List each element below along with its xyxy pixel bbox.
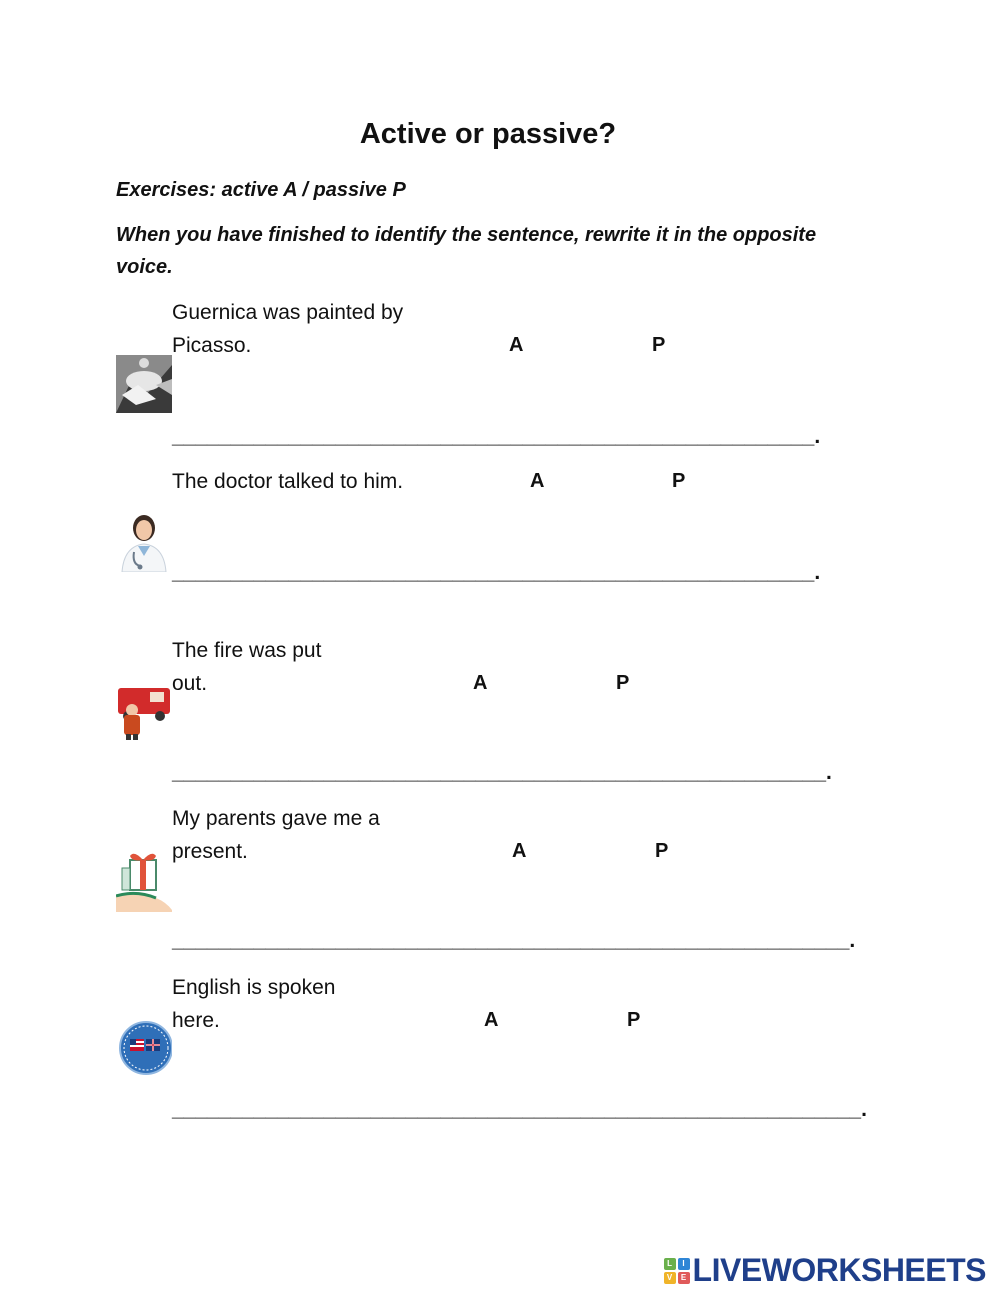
- page-title: Active or passive?: [359, 118, 617, 150]
- exercise-1-option-p[interactable]: P: [652, 334, 666, 356]
- guernica-painting-icon: [116, 355, 172, 413]
- instructions-heading: Exercises: active A / passive P: [116, 179, 406, 201]
- fire-truck-icon: [116, 682, 172, 740]
- exercise-1-sentence-cont: Picasso.: [172, 334, 252, 357]
- exercise-5-option-a[interactable]: A: [484, 1009, 499, 1031]
- logo-mark-icon: L I V E: [664, 1258, 690, 1284]
- exercise-5-sentence-cont: here.: [172, 1009, 220, 1032]
- exercise-4-option-a[interactable]: A: [512, 840, 527, 862]
- exercise-4-sentence-cont: present.: [172, 840, 248, 863]
- english-flag-badge-icon: [116, 1020, 172, 1078]
- exercise-3-option-a[interactable]: A: [473, 672, 488, 694]
- exercise-3-sentence: The fire was put: [172, 639, 322, 662]
- exercise-1-answer-line[interactable]: _______________________________________________________.: [172, 425, 821, 448]
- liveworksheets-logo: [664, 1252, 986, 1289]
- exercise-4-answer-line[interactable]: __________________________________________________________.: [172, 929, 856, 952]
- exercise-3-sentence-cont: out.: [172, 672, 208, 695]
- exercise-2-answer-line[interactable]: _______________________________________________________.: [172, 561, 821, 584]
- exercise-3-option-p[interactable]: P: [616, 672, 630, 694]
- exercise-1-sentence: Guernica was painted by: [172, 301, 404, 324]
- exercise-2-option-p[interactable]: P: [672, 470, 686, 492]
- exercise-4-option-p[interactable]: P: [655, 840, 669, 862]
- gift-icon: [116, 850, 172, 912]
- exercise-3-answer-line[interactable]: ________________________________________________________.: [172, 761, 832, 784]
- exercise-5-option-p[interactable]: P: [627, 1009, 641, 1031]
- exercise-2-sentence: The doctor talked to him.: [172, 470, 404, 493]
- doctor-icon: [116, 512, 172, 572]
- logo-text: LIVEWORKSHEETS: [692, 1252, 986, 1288]
- instructions-line: When you have finished to identify the sentence, rewrite it in the opposite: [116, 224, 817, 246]
- exercise-5-answer-line[interactable]: ___________________________________________________________.: [172, 1098, 867, 1121]
- exercise-1-option-a[interactable]: A: [509, 334, 524, 356]
- exercise-5-sentence: English is spoken: [172, 976, 336, 999]
- exercise-2-option-a[interactable]: A: [530, 470, 545, 492]
- exercise-4-sentence: My parents gave me a: [172, 807, 380, 830]
- instructions-line-cont: voice.: [116, 256, 173, 278]
